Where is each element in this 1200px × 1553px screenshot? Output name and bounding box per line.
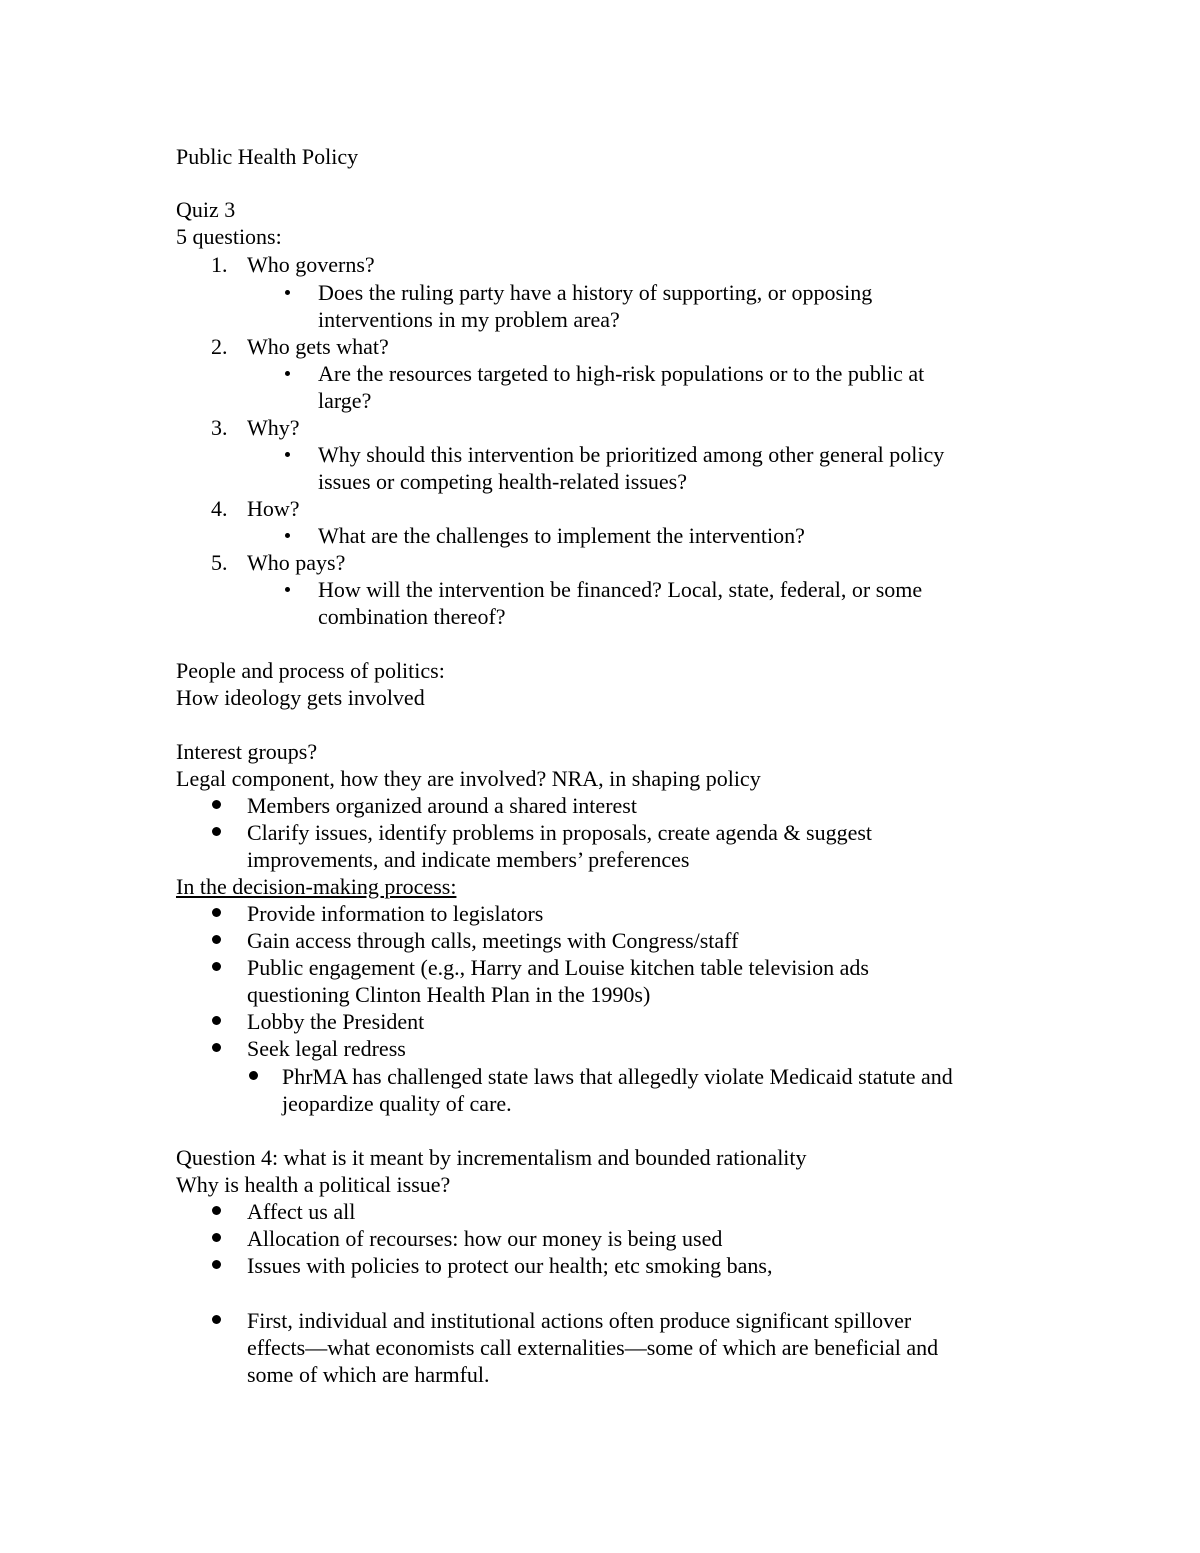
- question-detail: How will the intervention be financed? Local, state, federal, or some: [318, 577, 923, 602]
- list-item: improvements, and indicate members’ preferences: [247, 847, 690, 872]
- question4-heading: Question 4: what is it meant by incrementalism and bounded rationality: [176, 1145, 807, 1170]
- question-detail: large?: [318, 388, 372, 413]
- question-detail: issues or competing health-related issues?: [318, 469, 688, 494]
- question-detail: combination thereof?: [318, 604, 506, 629]
- list-item: questioning Clinton Health Plan in the 1990s): [247, 982, 651, 1007]
- list-item: First, individual and institutional actions often produce significant spillover: [247, 1308, 912, 1333]
- question-detail: Are the resources targeted to high-risk populations or to the public at: [318, 361, 925, 386]
- document-title: Public Health Policy: [176, 144, 359, 169]
- sub-list-item: PhrMA has challenged state laws that allegedly violate Medicaid statute and: [282, 1064, 953, 1089]
- interest-groups-legal: Legal component, how they are involved? NRA, in shaping policy: [176, 766, 761, 791]
- question-detail: Why should this intervention be prioritized among other general policy: [318, 442, 945, 467]
- bullet-dot-icon: [285, 290, 290, 295]
- bullet-dot-icon: [285, 452, 290, 457]
- question-detail: interventions in my problem area?: [318, 307, 620, 332]
- question-detail: What are the challenges to implement the intervention?: [318, 523, 805, 548]
- question-number: 1.: [211, 252, 228, 277]
- bullet-dot-icon: [212, 1206, 221, 1215]
- question-text: Who gets what?: [247, 334, 389, 359]
- bullet-dot-icon: [212, 827, 221, 836]
- sub-list-item: jeopardize quality of care.: [282, 1091, 512, 1116]
- question-number: 5.: [211, 550, 228, 575]
- politics-line: How ideology gets involved: [176, 685, 425, 710]
- question-detail: Does the ruling party have a history of supporting, or opposing: [318, 280, 873, 305]
- list-item: Seek legal redress: [247, 1036, 406, 1061]
- bullet-dot-icon: [212, 908, 221, 917]
- bullet-dot-icon: [212, 1260, 221, 1269]
- question4-why: Why is health a political issue?: [176, 1172, 451, 1197]
- question-text: Who governs?: [247, 252, 375, 277]
- question-text: Who pays?: [247, 550, 346, 575]
- list-item: Provide information to legislators: [247, 901, 544, 926]
- bullet-dot-icon: [212, 935, 221, 944]
- bullet-dot-icon: [212, 1315, 221, 1324]
- quiz-subheading: 5 questions:: [176, 224, 282, 249]
- bullet-dot-icon: [212, 1016, 221, 1025]
- list-item: Allocation of recourses: how our money is being used: [247, 1226, 723, 1251]
- bullet-dot-icon: [212, 962, 221, 971]
- bullet-dot-icon: [249, 1071, 258, 1080]
- list-item: Clarify issues, identify problems in proposals, create agenda & suggest: [247, 820, 873, 845]
- bullet-dot-icon: [285, 371, 290, 376]
- question-text: Why?: [247, 415, 300, 440]
- question-number: 2.: [211, 334, 228, 359]
- question-number: 3.: [211, 415, 228, 440]
- question-text: How?: [247, 496, 300, 521]
- list-item: Lobby the President: [247, 1009, 425, 1034]
- list-item: effects—what economists call externalities—some of which are beneficial and: [247, 1335, 939, 1360]
- decision-heading: In the decision-making process:: [176, 874, 457, 899]
- list-item: Affect us all: [247, 1199, 356, 1224]
- list-item: Members organized around a shared interest: [247, 793, 637, 818]
- bullet-dot-icon: [212, 1043, 221, 1052]
- bullet-dot-icon: [212, 800, 221, 809]
- interest-groups-heading: Interest groups?: [176, 739, 318, 764]
- list-item: Issues with policies to protect our health; etc smoking bans,: [247, 1253, 773, 1278]
- bullet-dot-icon: [285, 587, 290, 592]
- question-number: 4.: [211, 496, 228, 521]
- list-item: Public engagement (e.g., Harry and Louise kitchen table television ads: [247, 955, 869, 980]
- bullet-dot-icon: [285, 533, 290, 538]
- list-item: Gain access through calls, meetings with Congress/staff: [247, 928, 739, 953]
- list-item: some of which are harmful.: [247, 1362, 490, 1387]
- bullet-dot-icon: [212, 1233, 221, 1242]
- quiz-heading: Quiz 3: [176, 197, 236, 222]
- politics-line: People and process of politics:: [176, 658, 445, 683]
